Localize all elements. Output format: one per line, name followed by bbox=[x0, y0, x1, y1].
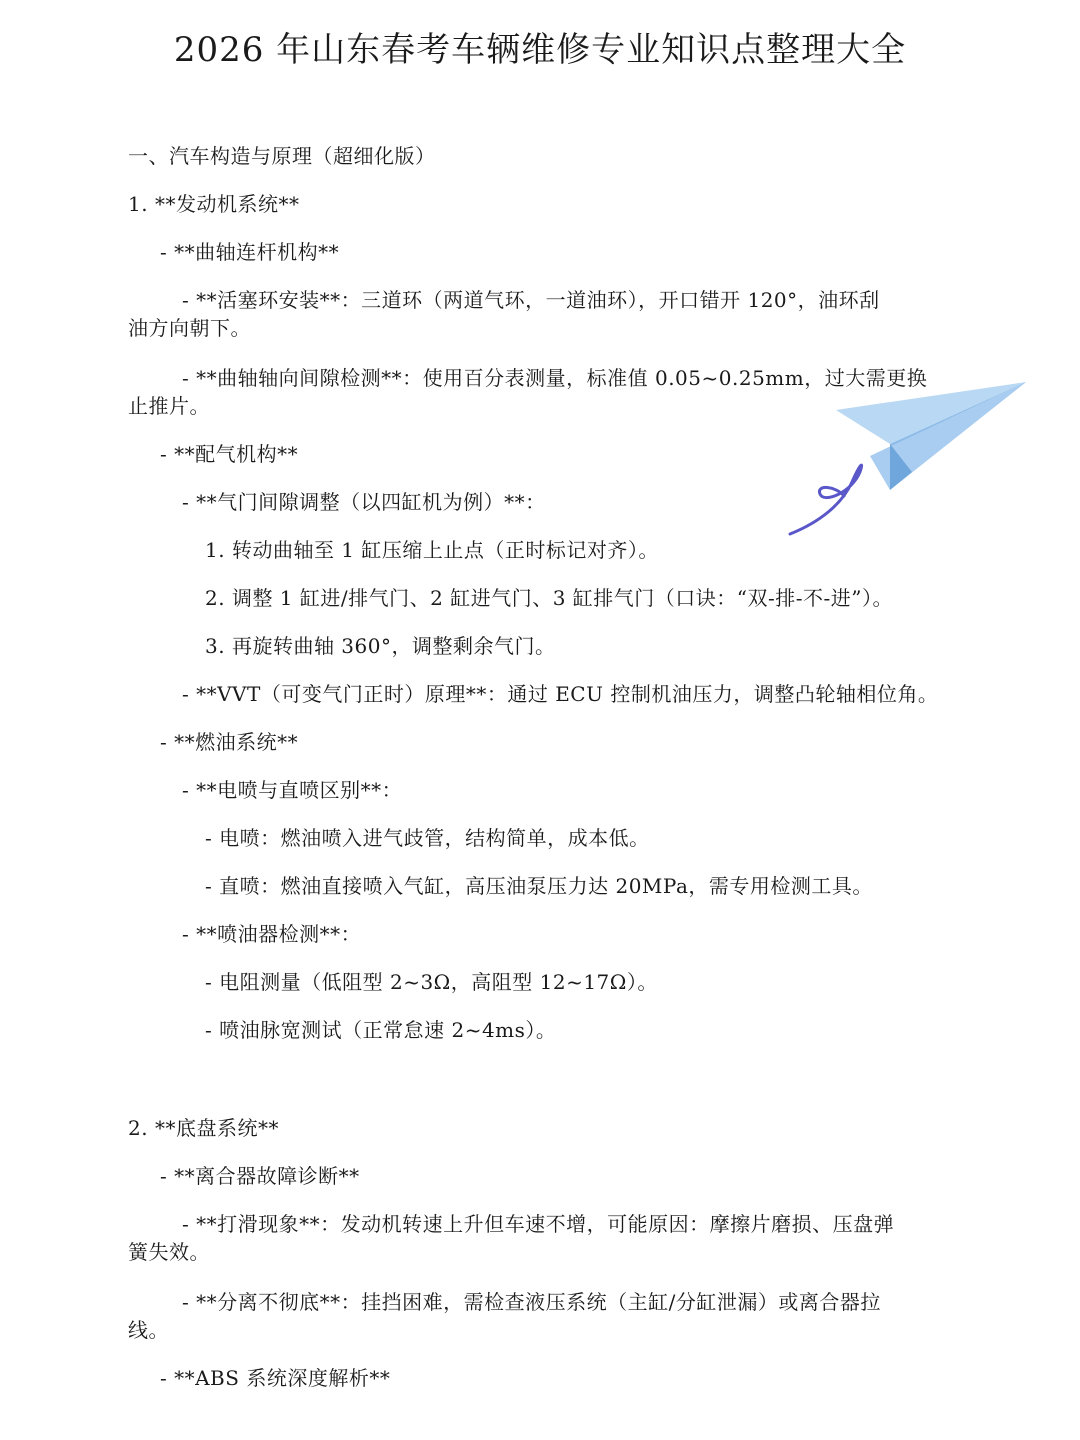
subsection-heading: 2. **底盘系统** bbox=[128, 1116, 279, 1140]
list-item: - **电喷与直喷区别**： bbox=[182, 778, 403, 802]
list-item: - **ABS 系统深度解析** bbox=[160, 1366, 391, 1390]
list-item: - **打滑现象**：发动机转速上升但车速不增，可能原因：摩擦片磨损、压盘弹 bbox=[182, 1212, 895, 1236]
numbered-step: 1. 转动曲轴至 1 缸压缩上止点（正时标记对齐）。 bbox=[205, 538, 659, 562]
list-item-continuation: 线。 bbox=[128, 1318, 169, 1342]
list-item-continuation: 簧失效。 bbox=[128, 1240, 210, 1264]
list-item: - 电阻测量（低阻型 2~3Ω，高阻型 12~17Ω）。 bbox=[205, 970, 658, 994]
list-item: - **曲轴连杆机构** bbox=[160, 240, 340, 264]
list-item: - **活塞环安装**：三道环（两道气环，一道油环），开口错开 120°，油环刮 bbox=[182, 288, 880, 312]
list-item: - 喷油脉宽测试（正常怠速 2~4ms）。 bbox=[205, 1018, 557, 1042]
plane-trail bbox=[790, 465, 862, 534]
list-item: - **分离不彻底**：挂挡困难，需检查液压系统（主缸/分缸泄漏）或离合器拉 bbox=[182, 1290, 881, 1314]
section-heading: 一、汽车构造与原理（超细化版） bbox=[128, 144, 436, 168]
list-item: - **喷油器检测**： bbox=[182, 922, 362, 946]
list-item: - 电喷：燃油喷入进气歧管，结构简单，成本低。 bbox=[205, 826, 650, 850]
paper-plane-icon bbox=[780, 372, 1040, 542]
list-item-continuation: 油方向朝下。 bbox=[128, 316, 251, 340]
page-title: 2026 年山东春考车辆维修专业知识点整理大全 bbox=[173, 30, 907, 70]
list-item: - **气门间隙调整（以四缸机为例）**： bbox=[182, 490, 546, 514]
numbered-step: 2. 调整 1 缸进/排气门、2 缸进气门、3 缸排气门（口诀：“双-排-不-进”）。 bbox=[205, 586, 894, 610]
subsection-heading: 1. **发动机系统** bbox=[128, 192, 300, 216]
list-item: - **离合器故障诊断** bbox=[160, 1164, 360, 1188]
list-item: - **燃油系统** bbox=[160, 730, 299, 754]
list-item: - **VVT（可变气门正时）原理**：通过 ECU 控制机油压力，调整凸轮轴相位角。 bbox=[182, 682, 939, 706]
list-item-continuation: 止推片。 bbox=[128, 394, 210, 418]
list-item: - **配气机构** bbox=[160, 442, 299, 466]
list-item: - **曲轴轴向间隙检测**：使用百分表测量，标准值 0.05~0.25mm，过大需更换 bbox=[182, 366, 928, 390]
numbered-step: 3. 再旋转曲轴 360°，调整剩余气门。 bbox=[205, 634, 556, 658]
list-item: - 直喷：燃油直接喷入气缸，高压油泵压力达 20MPa，需专用检测工具。 bbox=[205, 874, 873, 898]
